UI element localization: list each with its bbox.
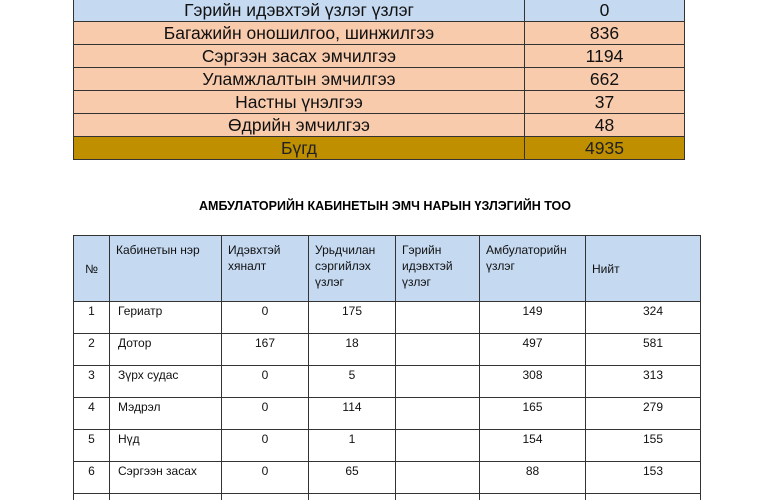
header-ambulatory-exam: Амбулаторийн үзлэг	[480, 236, 586, 302]
summary-value: 37	[525, 91, 685, 114]
summary-total-label: Бүгд	[74, 137, 525, 160]
cell-total: 155	[586, 430, 701, 462]
cell-no: 3	[74, 366, 110, 398]
table-row	[74, 366, 701, 398]
cell-home	[396, 398, 480, 430]
cell-name: Зүрх судас	[110, 366, 222, 398]
summary-row	[74, 68, 685, 91]
summary-value: 836	[525, 22, 685, 45]
cell-name: Нүд	[110, 430, 222, 462]
cell-preventive: 114	[309, 398, 396, 430]
summary-label: Багажийн оношилгоо, шинжилгээ	[74, 22, 525, 45]
cell-home	[396, 334, 480, 366]
cell-preventive: 18	[309, 334, 396, 366]
cabinet-exam-table	[73, 235, 701, 500]
cell-total: 279	[586, 398, 701, 430]
cell-total: 153	[586, 462, 701, 494]
cell-ambulatory: 88	[480, 462, 586, 494]
table-row	[74, 462, 701, 494]
cell-total: 581	[586, 334, 701, 366]
cell-preventive: 175	[309, 302, 396, 334]
summary-table	[73, 0, 685, 160]
summary-label: Өдрийн эмчилгээ	[74, 114, 525, 137]
cell-home	[396, 302, 480, 334]
cell-ambulatory: 154	[480, 430, 586, 462]
summary-row	[74, 114, 685, 137]
cell-active: 0	[222, 366, 309, 398]
header-home-exam: Гэрийн идэвхтэй үзлэг	[396, 236, 480, 302]
summary-label: Гэрийн идэвхтэй үзлэг үзлэг	[74, 0, 525, 22]
summary-value: 1194	[525, 45, 685, 68]
summary-total-value: 4935	[525, 137, 685, 160]
header-no: №	[74, 236, 110, 302]
cell-ambulatory: 165	[480, 398, 586, 430]
header-total: Нийт	[586, 236, 701, 302]
cell-total: 324	[586, 302, 701, 334]
header-cabinet-name: Кабинетын нэр	[110, 236, 222, 302]
cell-active: 0	[222, 430, 309, 462]
summary-value: 662	[525, 68, 685, 91]
summary-label: Настны үнэлгээ	[74, 91, 525, 114]
cell-active: 0	[222, 398, 309, 430]
cell-home	[396, 430, 480, 462]
cell-active: 0	[222, 302, 309, 334]
cell-name: Гериатр	[110, 302, 222, 334]
table-row	[74, 302, 701, 334]
cell-active: 167	[222, 334, 309, 366]
cell-active: 0	[222, 462, 309, 494]
cell-no: 5	[74, 430, 110, 462]
cell-no: 1	[74, 302, 110, 334]
cell-no: 2	[74, 334, 110, 366]
cell-preventive: 65	[309, 462, 396, 494]
cell-home	[396, 462, 480, 494]
cell-home	[396, 366, 480, 398]
cell-preventive: 5	[309, 366, 396, 398]
summary-row	[74, 0, 685, 22]
summary-value: 48	[525, 114, 685, 137]
cell-ambulatory: 497	[480, 334, 586, 366]
summary-row	[74, 45, 685, 68]
table-row	[74, 430, 701, 462]
table-header-row	[74, 236, 701, 302]
cell-total: 313	[586, 366, 701, 398]
section-heading: АМБУЛАТОРИЙН КАБИНЕТЫН ЭМЧ НАРЫН ҮЗЛЭГИЙН ТОО	[199, 199, 571, 213]
table-row	[74, 398, 701, 430]
cell-name: Мэдрэл	[110, 398, 222, 430]
cell-preventive: 1	[309, 430, 396, 462]
cell-ambulatory: 308	[480, 366, 586, 398]
header-preventive-exam: Урьдчилан сэргийлэх үзлэг	[309, 236, 396, 302]
cell-ambulatory: 149	[480, 302, 586, 334]
summary-value: 0	[525, 0, 685, 22]
header-active-monitoring: Идэвхтэй хяналт	[222, 236, 309, 302]
cell-no: 6	[74, 462, 110, 494]
cell-name: Сэргээн засах	[110, 462, 222, 494]
table-row-partial	[74, 494, 701, 500]
cell-name: Дотор	[110, 334, 222, 366]
summary-row	[74, 22, 685, 45]
table-row	[74, 334, 701, 366]
summary-label: Сэргээн засах эмчилгээ	[74, 45, 525, 68]
summary-label: Уламжлалтын эмчилгээ	[74, 68, 525, 91]
cell-no: 4	[74, 398, 110, 430]
summary-total-row	[74, 137, 685, 160]
summary-row	[74, 91, 685, 114]
